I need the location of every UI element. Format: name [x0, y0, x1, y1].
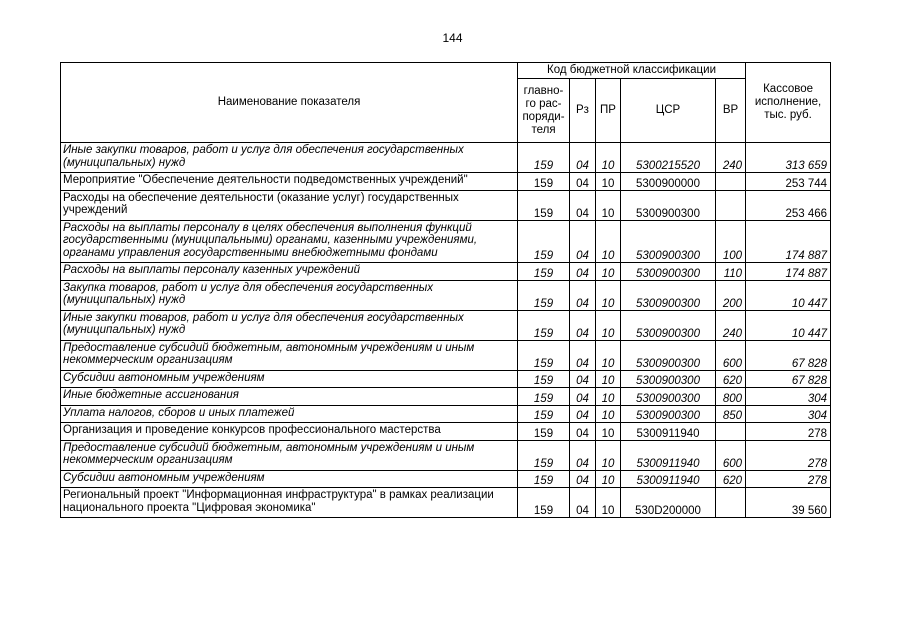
cell-pr: 10	[596, 488, 621, 518]
cell-name: Региональный проект "Информационная инфраструктура" в рамках реализации национального проекта "Цифровая экономика"	[61, 488, 518, 518]
table-row	[61, 310, 831, 340]
cell-vr: 850	[716, 405, 746, 423]
cell-rz: 04	[570, 370, 596, 388]
cell-vr	[716, 488, 746, 518]
header-vr: ВР	[716, 79, 746, 143]
cell-amount: 304	[746, 405, 831, 423]
cell-csr: 5300900300	[621, 310, 716, 340]
budget-table	[60, 62, 831, 518]
header-code-group: Код бюджетной классификации	[518, 63, 746, 79]
header-glava: главно-го рас-поряди-теля	[518, 79, 570, 143]
cell-vr	[716, 190, 746, 220]
table-row	[61, 143, 831, 173]
cell-csr: 5300900300	[621, 263, 716, 281]
cell-csr: 5300900300	[621, 190, 716, 220]
table-row	[61, 470, 831, 488]
cell-rz: 04	[570, 488, 596, 518]
cell-vr: 240	[716, 310, 746, 340]
cell-vr: 200	[716, 280, 746, 310]
table-row	[61, 220, 831, 263]
cell-rz: 04	[570, 405, 596, 423]
cell-csr: 5300900000	[621, 173, 716, 191]
cell-vr: 620	[716, 470, 746, 488]
cell-amount: 278	[746, 470, 831, 488]
cell-rz: 04	[570, 263, 596, 281]
cell-glava: 159	[518, 143, 570, 173]
cell-name: Предоставление субсидий бюджетным, автономным учреждениям и иным некоммерческим организациям	[61, 340, 518, 370]
cell-pr: 10	[596, 190, 621, 220]
cell-amount: 10 447	[746, 310, 831, 340]
cell-amount: 253 744	[746, 173, 831, 191]
cell-csr: 5300900300	[621, 340, 716, 370]
cell-vr: 620	[716, 370, 746, 388]
cell-rz: 04	[570, 388, 596, 406]
cell-amount: 313 659	[746, 143, 831, 173]
table-body	[61, 143, 831, 518]
cell-pr: 10	[596, 263, 621, 281]
cell-rz: 04	[570, 310, 596, 340]
cell-amount: 174 887	[746, 263, 831, 281]
cell-glava: 159	[518, 220, 570, 263]
cell-csr: 5300900300	[621, 388, 716, 406]
cell-pr: 10	[596, 173, 621, 191]
cell-name: Расходы на выплаты персоналу в целях обеспечения выполнения функций государственными (муниципальными) органами, казенными учреждениями, органами управления государственными внебюджетными фондами	[61, 220, 518, 263]
cell-amount: 67 828	[746, 340, 831, 370]
header-csr: ЦСР	[621, 79, 716, 143]
table-row	[61, 190, 831, 220]
cell-name: Расходы на обеспечение деятельности (оказание услуг) государственных учреждений	[61, 190, 518, 220]
cell-csr: 5300900300	[621, 220, 716, 263]
cell-glava: 159	[518, 280, 570, 310]
cell-glava: 159	[518, 340, 570, 370]
cell-pr: 10	[596, 310, 621, 340]
cell-glava: 159	[518, 310, 570, 340]
cell-glava: 159	[518, 370, 570, 388]
cell-csr: 530D200000	[621, 488, 716, 518]
cell-rz: 04	[570, 143, 596, 173]
cell-pr: 10	[596, 220, 621, 263]
cell-amount: 39 560	[746, 488, 831, 518]
cell-name: Субсидии автономным учреждениям	[61, 370, 518, 388]
cell-pr: 10	[596, 143, 621, 173]
cell-glava: 159	[518, 263, 570, 281]
table-row	[61, 173, 831, 191]
cell-pr: 10	[596, 440, 621, 470]
cell-vr: 600	[716, 340, 746, 370]
cell-csr: 5300911940	[621, 440, 716, 470]
cell-vr	[716, 173, 746, 191]
cell-csr: 5300215520	[621, 143, 716, 173]
cell-pr: 10	[596, 340, 621, 370]
table-row	[61, 440, 831, 470]
cell-glava: 159	[518, 190, 570, 220]
cell-rz: 04	[570, 340, 596, 370]
table-row	[61, 263, 831, 281]
page-number: 144	[442, 31, 463, 45]
cell-glava: 159	[518, 405, 570, 423]
header-row-top	[61, 63, 831, 79]
table-row	[61, 423, 831, 441]
cell-pr: 10	[596, 405, 621, 423]
cell-rz: 04	[570, 280, 596, 310]
cell-amount: 278	[746, 440, 831, 470]
cell-name: Иные закупки товаров, работ и услуг для обеспечения государственных (муниципальных) нужд	[61, 310, 518, 340]
cell-vr: 600	[716, 440, 746, 470]
cell-glava: 159	[518, 488, 570, 518]
cell-vr: 800	[716, 388, 746, 406]
table-row	[61, 388, 831, 406]
cell-vr: 240	[716, 143, 746, 173]
cell-rz: 04	[570, 173, 596, 191]
cell-pr: 10	[596, 280, 621, 310]
cell-name: Расходы на выплаты персоналу казенных учреждений	[61, 263, 518, 281]
cell-pr: 10	[596, 423, 621, 441]
header-pr: ПР	[596, 79, 621, 143]
cell-name: Предоставление субсидий бюджетным, автономным учреждениям и иным некоммерческим организациям	[61, 440, 518, 470]
table-row	[61, 488, 831, 518]
cell-amount: 10 447	[746, 280, 831, 310]
cell-vr: 100	[716, 220, 746, 263]
cell-amount: 304	[746, 388, 831, 406]
cell-amount: 278	[746, 423, 831, 441]
cell-vr: 110	[716, 263, 746, 281]
table-row	[61, 280, 831, 310]
cell-glava: 159	[518, 173, 570, 191]
cell-glava: 159	[518, 440, 570, 470]
cell-name: Мероприятие "Обеспечение деятельности подведомственных учреждений"	[61, 173, 518, 191]
cell-vr	[716, 423, 746, 441]
cell-pr: 10	[596, 370, 621, 388]
cell-rz: 04	[570, 440, 596, 470]
cell-glava: 159	[518, 470, 570, 488]
table-row	[61, 340, 831, 370]
cell-pr: 10	[596, 388, 621, 406]
cell-rz: 04	[570, 470, 596, 488]
cell-amount: 253 466	[746, 190, 831, 220]
cell-name: Закупка товаров, работ и услуг для обеспечения государственных (муниципальных) нужд	[61, 280, 518, 310]
table-row	[61, 405, 831, 423]
cell-amount: 67 828	[746, 370, 831, 388]
cell-name: Субсидии автономным учреждениям	[61, 470, 518, 488]
cell-csr: 5300900300	[621, 280, 716, 310]
cell-name: Иные бюджетные ассигнования	[61, 388, 518, 406]
header-name: Наименование показателя	[61, 63, 518, 143]
table-row	[61, 370, 831, 388]
cell-csr: 5300911940	[621, 423, 716, 441]
cell-name: Уплата налогов, сборов и иных платежей	[61, 405, 518, 423]
header-rz: Рз	[570, 79, 596, 143]
cell-glava: 159	[518, 388, 570, 406]
cell-pr: 10	[596, 470, 621, 488]
cell-rz: 04	[570, 190, 596, 220]
cell-csr: 5300900300	[621, 370, 716, 388]
cell-glava: 159	[518, 423, 570, 441]
cell-rz: 04	[570, 220, 596, 263]
cell-rz: 04	[570, 423, 596, 441]
cell-name: Иные закупки товаров, работ и услуг для обеспечения государственных (муниципальных) нужд	[61, 143, 518, 173]
cell-amount: 174 887	[746, 220, 831, 263]
header-amount: Кассовое исполнение, тыс. руб.	[746, 63, 831, 143]
cell-name: Организация и проведение конкурсов профессионального мастерства	[61, 423, 518, 441]
cell-csr: 5300911940	[621, 470, 716, 488]
cell-csr: 5300900300	[621, 405, 716, 423]
